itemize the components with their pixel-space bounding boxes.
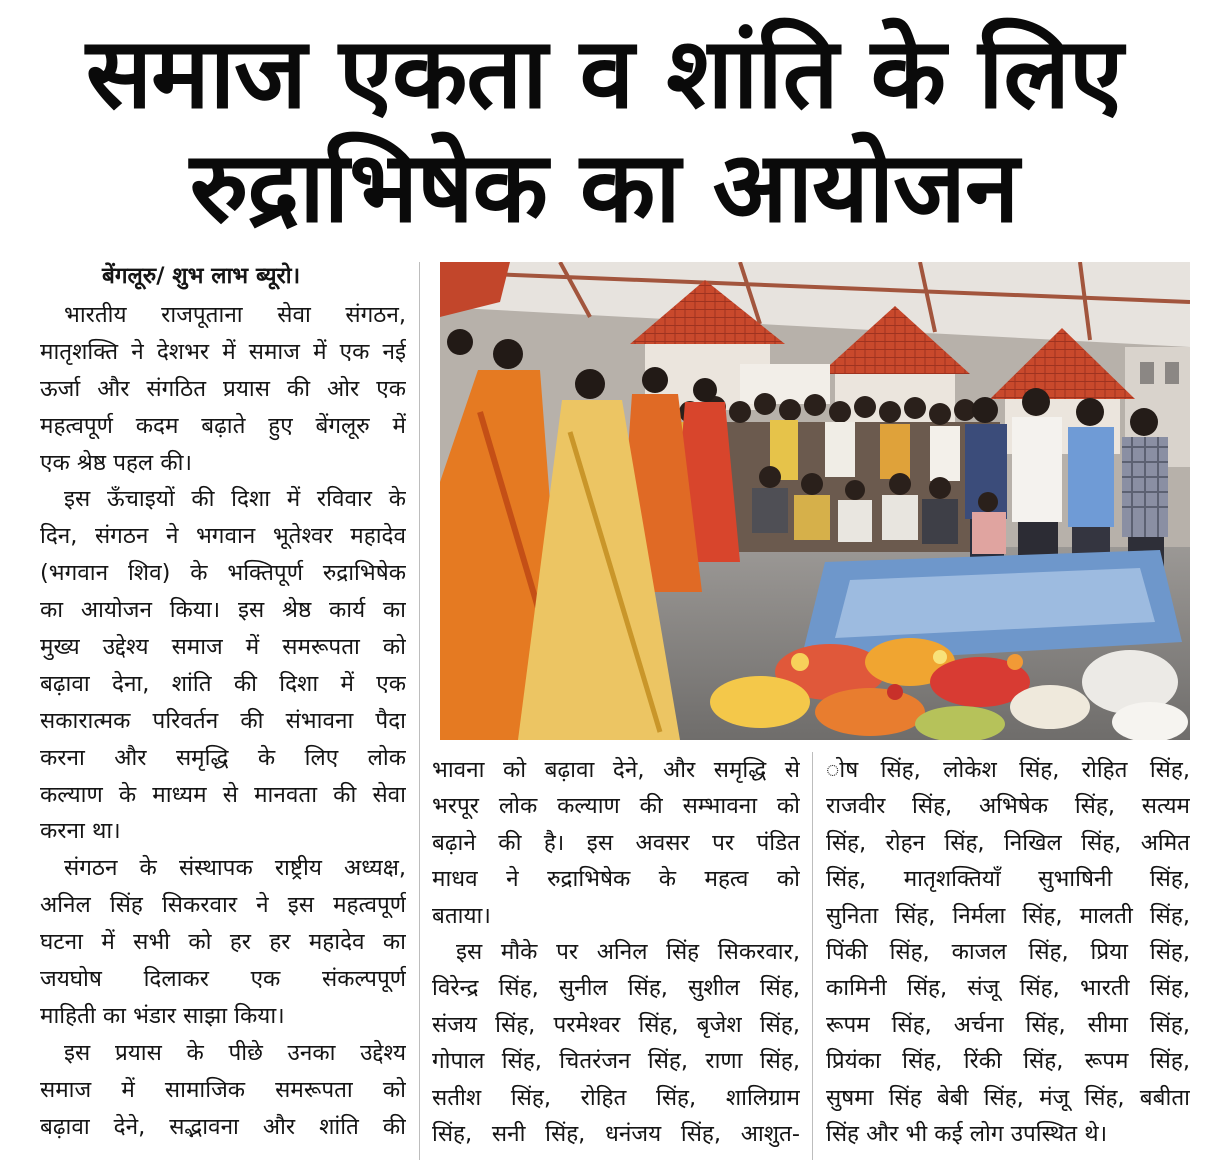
paragraph <box>40 850 406 1034</box>
text-line: सतीश सिंह, रोहित सिंह, शालिग्राम <box>432 1084 800 1111</box>
text-line: संगठन के संस्थापक राष्ट्रीय अध्यक्ष, <box>64 855 406 882</box>
text-line: भारतीय राजपूताना सेवा संगठन, <box>64 302 406 328</box>
text-line: मातृशक्ति ने देशभर में समाज में एक नई <box>40 338 406 365</box>
paragraph <box>826 752 1190 1152</box>
text-line: घटना में सभी को हर हर महादेव का <box>40 929 406 956</box>
dateline: बेंगलूरु/ शुभ लाभ ब्यूरो। <box>102 263 301 289</box>
text-line: सिंह और भी कई लोग उपस्थित थे। <box>826 1120 1108 1147</box>
text-line: भावना को बढ़ावा देने, और समृद्धि से <box>432 757 800 783</box>
paragraph <box>40 481 406 850</box>
text-line: बढ़ावा देना, शांति की दिशा में एक <box>40 670 406 697</box>
right-column <box>826 752 1190 1152</box>
text-line: सुषमा सिंह बेबी सिंह, मंजू सिंह, बबीता <box>826 1084 1190 1111</box>
text-line: गोपाल सिंह, चितरंजन सिंह, राणा सिंह, <box>432 1048 800 1075</box>
column-divider <box>812 752 813 1160</box>
text-line: इस प्रयास के पीछे उनका उद्देश्य <box>64 1039 406 1066</box>
text-line: सिंह, सनी सिंह, धनंजय सिंह, आशुत- <box>432 1120 800 1147</box>
text-line: करना और समृद्धि के लिए लोक <box>40 744 406 771</box>
column-divider <box>419 262 420 1160</box>
headline-line-2: रुद्राभिषेक का आयोजन <box>189 131 1019 245</box>
event-photo <box>440 262 1190 740</box>
text-line: अनिल सिंह सिकरवार ने इस महत्वपूर्ण <box>40 892 406 919</box>
paragraph <box>40 297 406 481</box>
text-line: कामिनी सिंह, संजू सिंह, भारती सिंह, <box>826 975 1190 1002</box>
text-line: पिंकी सिंह, काजल सिंह, प्रिया सिंह, <box>826 938 1190 965</box>
text-line: सिंह, मातृशक्तियाँ सुभाषिनी सिंह, <box>826 866 1190 893</box>
text-line: एक श्रेष्ठ पहल की। <box>40 449 192 476</box>
headline-line-1: समाज एकता व शांति के लिए <box>85 17 1123 131</box>
text-line: ऊर्जा और संगठित प्रयास की ओर एक <box>40 375 406 402</box>
text-line: प्रियंका सिंह, रिंकी सिंह, रूपम सिंह, <box>826 1048 1190 1075</box>
text-line: कल्याण के माध्यम से मानवता की सेवा <box>40 781 406 808</box>
text-line: माधव ने रुद्राभिषेक के महत्व को <box>432 866 800 893</box>
text-line: संजय सिंह, परमेश्वर सिंह, बृजेश सिंह, <box>432 1011 800 1038</box>
text-line: सकारात्मक परिवर्तन की संभावना पैदा <box>40 707 406 734</box>
text-line: सिंह, रोहन सिंह, निखिल सिंह, अमित <box>826 829 1190 856</box>
paragraph <box>40 1035 406 1146</box>
text-line: करना था। <box>40 818 121 845</box>
text-line: दिन, संगठन ने भगवान भूतेश्वर महादेव <box>40 523 406 550</box>
text-line: बताया। <box>432 902 491 929</box>
text-line: जयघोष दिलाकर एक संकल्पपूर्ण <box>40 966 406 993</box>
text-line: का आयोजन किया। इस श्रेष्ठ कार्य का <box>40 597 406 624</box>
text-line: महत्वपूर्ण कदम बढ़ाते हुए बेंगलूरु में <box>40 412 406 439</box>
text-line: ोष सिंह, लोकेश सिंह, रोहित सिंह, <box>826 757 1190 783</box>
text-line: रूपम सिंह, अर्चना सिंह, सीमा सिंह, <box>826 1011 1190 1038</box>
paragraph <box>432 752 800 934</box>
text-line: राजवीर सिंह, अभिषेक सिंह, सत्यम <box>826 793 1190 820</box>
text-line: सुनिता सिंह, निर्मला सिंह, मालती सिंह, <box>826 902 1190 929</box>
text-line: विरेन्द्र सिंह, सुनील सिंह, सुशील सिंह, <box>432 975 800 1002</box>
text-line: समाज में सामाजिक समरूपता को <box>40 1076 406 1103</box>
text-line: (भगवान शिव) के भक्तिपूर्ण रुद्राभिषेक <box>40 560 406 587</box>
text-line: इस ऊँचाइयों की दिशा में रविवार के <box>64 486 406 513</box>
text-line: इस मौके पर अनिल सिंह सिकरवार, <box>456 938 800 965</box>
text-line: मुख्य उद्देश्य समाज में समरूपता को <box>40 634 406 661</box>
left-column <box>40 255 406 1145</box>
text-line: भरपूर लोक कल्याण की सम्भावना को <box>432 793 800 820</box>
middle-column <box>432 752 800 1152</box>
paragraph <box>432 934 800 1152</box>
text-line: माहिती का भंडार साझा किया। <box>40 1002 285 1029</box>
text-line: बढ़ाने की है। इस अवसर पर पंडित <box>432 829 800 856</box>
text-line: बढ़ावा देने, सद्भावना और शांति की <box>40 1113 406 1140</box>
